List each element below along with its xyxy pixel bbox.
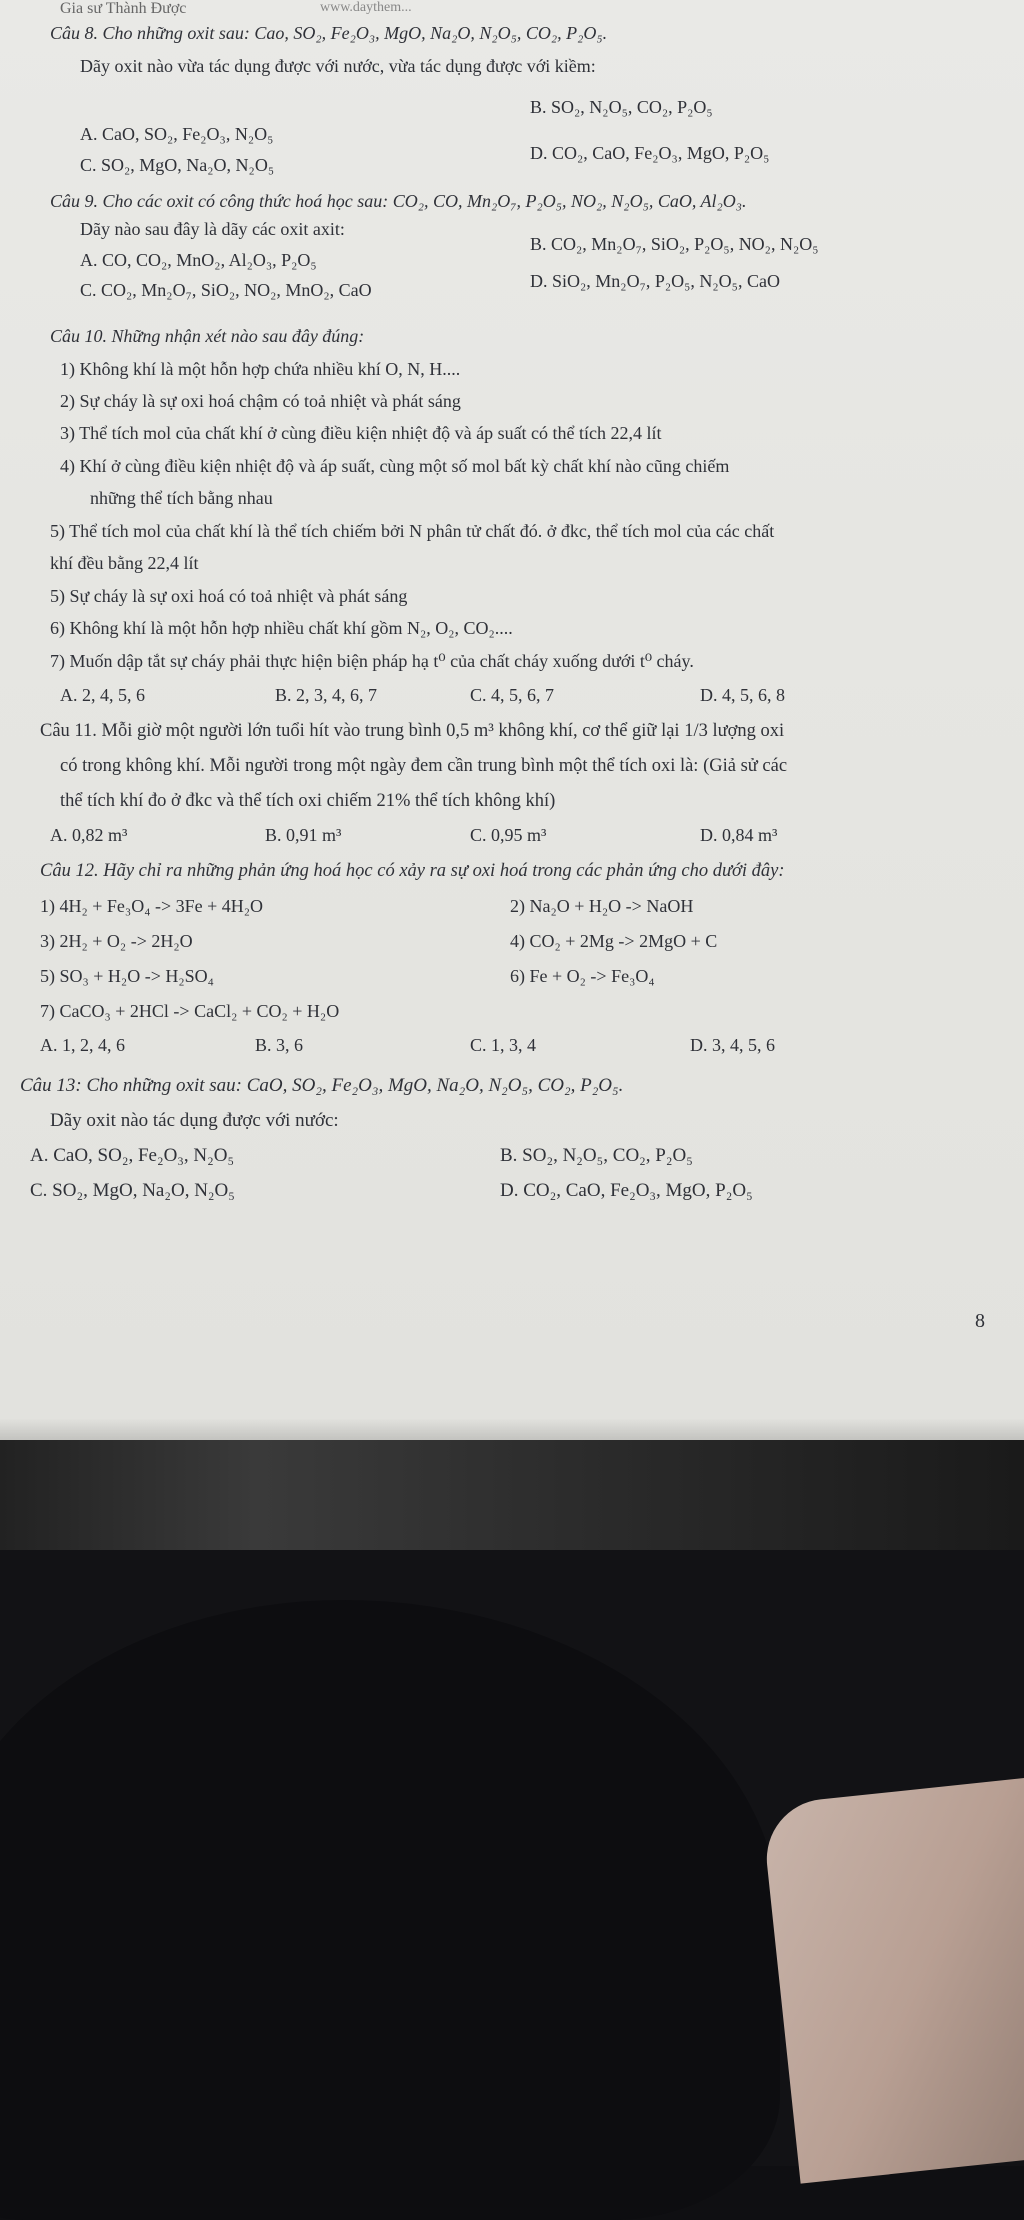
q12-reaction-5: 5) SO₃ + H₂O -> H₂SO₄ bbox=[40, 966, 214, 986]
q12-reaction-3: 3) 2H₂ + O₂ -> 2H₂O bbox=[40, 931, 193, 951]
q10-statement-5a: 5) Thể tích mol của chất khí là thể tích chiếm bởi N phân tử chất đó. ở đkc, thể tích mol của các chất bbox=[50, 521, 775, 541]
q13-option-c: C. SO₂, MgO, Na₂O, N₂O₅ bbox=[30, 1180, 235, 1201]
q10-statement-4b: những thể tích bằng nhau bbox=[90, 488, 273, 508]
q11-line-2: có trong không khí. Mỗi người trong một ngày đem cần trung bình một thể tích oxi là: (Giả sử các bbox=[60, 756, 788, 776]
q10-option-c: C. 4, 5, 6, 7 bbox=[470, 685, 555, 705]
q13-option-d: D. CO₂, CaO, Fe₂O₃, MgO, P₂O₅ bbox=[500, 1180, 753, 1201]
q9-stem: Câu 9. Cho các oxit có công thức hoá học sau: CO₂, CO, Mn₂O₇, P₂O₅, NO₂, N₂O₅, CaO, Al₂O₃. bbox=[50, 191, 747, 211]
q12-reaction-2: 2) Na₂O + H₂O -> NaOH bbox=[510, 896, 694, 916]
q9-option-b: B. CO₂, Mn₂O₇, SiO₂, P₂O₅, NO₂, N₂O₅ bbox=[530, 234, 819, 254]
q12-option-d: D. 3, 4, 5, 6 bbox=[690, 1035, 775, 1055]
q9-sub: Dãy nào sau đây là dãy các oxit axit: bbox=[80, 219, 345, 239]
q9-option-c: C. CO₂, Mn₂O₇, SiO₂, NO₂, MnO₂, CaO bbox=[80, 280, 372, 300]
q10-statement-7: 7) Muốn dập tắt sự cháy phải thực hiện biện pháp hạ t⁰ của chất cháy xuống dưới t⁰ cháy. bbox=[50, 651, 694, 671]
q10-stem: Câu 10. Những nhận xét nào sau đây đúng: bbox=[50, 326, 365, 346]
q10-statement-4a: 4) Khí ở cùng điều kiện nhiệt độ và áp suất, cùng một số mol bất kỳ chất khí nào cũng chiếm bbox=[60, 456, 730, 476]
page-number: 8 bbox=[975, 1310, 985, 1332]
q10-statement-3: 3) Thể tích mol của chất khí ở cùng điều kiện nhiệt độ và áp suất có thể tích 22,4 lít bbox=[60, 423, 662, 443]
q11-option-b: B. 0,91 m³ bbox=[265, 825, 342, 845]
q8-option-b: B. SO₂, N₂O₅, CO₂, P₂O₅ bbox=[530, 97, 713, 117]
q13-option-b: B. SO₂, N₂O₅, CO₂, P₂O₅ bbox=[500, 1145, 693, 1166]
q12-option-c: C. 1, 3, 4 bbox=[470, 1035, 537, 1055]
header-title: Gia sư Thành Được bbox=[60, 0, 187, 17]
q10-statement-6: 6) Không khí là một hỗn hợp nhiều chất khí gồm N₂, O₂, CO₂.... bbox=[50, 618, 513, 638]
q11-line-3: thể tích khí đo ở đkc và thể tích oxi chiếm 21% thể tích không khí) bbox=[60, 791, 556, 811]
q12-option-a: A. 1, 2, 4, 6 bbox=[40, 1035, 125, 1055]
q12-option-b: B. 3, 6 bbox=[255, 1035, 304, 1055]
q11-option-d: D. 0,84 m³ bbox=[700, 825, 778, 845]
q9-option-d: D. SiO₂, Mn₂O₇, P₂O₅, N₂O₅, CaO bbox=[530, 271, 780, 291]
q10-statement-5b: khí đều bằng 22,4 lít bbox=[50, 553, 199, 573]
q12-reaction-6: 6) Fe + O₂ -> Fe₃O₄ bbox=[510, 966, 655, 986]
q11-option-c: C. 0,95 m³ bbox=[470, 825, 547, 845]
q10-statement-1: 1) Không khí là một hỗn hợp chứa nhiều khí O, N, H.... bbox=[60, 359, 461, 379]
q8-stem: Câu 8. Cho những oxit sau: Cao, SO₂, Fe₂O₃, MgO, Na₂O, N₂O₅, CO₂, P₂O₅. bbox=[50, 23, 608, 43]
q11-option-a: A. 0,82 m³ bbox=[50, 825, 128, 845]
q8-option-c: C. SO₂, MgO, Na₂O, N₂O₅ bbox=[80, 155, 275, 175]
header-link: www.daythem... bbox=[320, 0, 412, 15]
cloth-corner bbox=[761, 1776, 1024, 2183]
q10-statement-5c: 5) Sự cháy là sự oxi hoá có toả nhiệt và phát sáng bbox=[50, 586, 408, 606]
q12-reaction-1: 1) 4H₂ + Fe₃O₄ -> 3Fe + 4H₂O bbox=[40, 896, 264, 916]
q8-option-d: D. CO₂, CaO, Fe₂O₃, MgO, P₂O₅ bbox=[530, 143, 770, 163]
table-edge bbox=[0, 1440, 1024, 1550]
q10-option-d: D. 4, 5, 6, 8 bbox=[700, 685, 785, 705]
q13-sub: Dãy oxit nào tác dụng được với nước: bbox=[50, 1110, 339, 1131]
q9-option-a: A. CO, CO₂, MnO₂, Al₂O₃, P₂O₅ bbox=[80, 250, 317, 270]
q13-option-a: A. CaO, SO₂, Fe₂O₃, N₂O₅ bbox=[30, 1145, 235, 1166]
q10-option-b: B. 2, 3, 4, 6, 7 bbox=[275, 685, 378, 705]
q11-line-1: Câu 11. Mỗi giờ một người lớn tuổi hít vào trung bình 0,5 m³ không khí, cơ thể giữ lại 1/3 lượng oxi bbox=[40, 721, 785, 741]
q12-stem: Câu 12. Hãy chỉ ra những phản ứng hoá học có xảy ra sự oxi hoá trong các phản ứng cho dưới đây: bbox=[40, 861, 785, 881]
q10-statement-2: 2) Sự cháy là sự oxi hoá chậm có toả nhiệt và phát sáng bbox=[60, 391, 461, 411]
q10-option-a: A. 2, 4, 5, 6 bbox=[60, 685, 145, 705]
q13-stem: Câu 13: Cho những oxit sau: CaO, SO₂, Fe₂O₃, MgO, Na₂O, N₂O₅, CO₂, P₂O₅. bbox=[20, 1075, 624, 1096]
q12-reaction-4: 4) CO₂ + 2Mg -> 2MgO + C bbox=[510, 931, 718, 951]
q8-option-a: A. CaO, SO₂, Fe₂O₃, N₂O₅ bbox=[80, 124, 274, 144]
q8-sub: Dãy oxit nào vừa tác dụng được với nước, vừa tác dụng được với kiềm: bbox=[80, 56, 596, 76]
q12-reaction-7: 7) CaCO₃ + 2HCl -> CaCl₂ + CO₂ + H₂O bbox=[40, 1001, 340, 1021]
